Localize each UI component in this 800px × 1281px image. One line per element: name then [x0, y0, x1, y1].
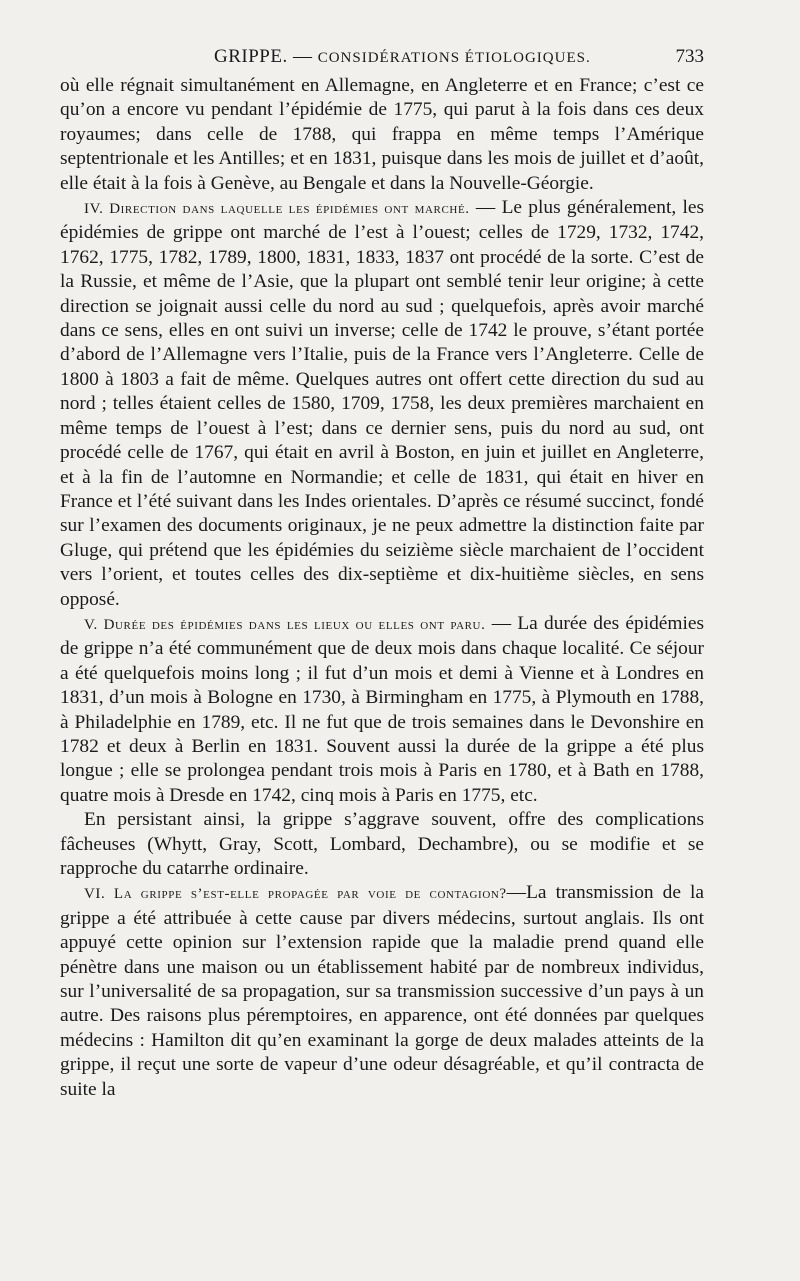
paragraph-text: En persistant ainsi, la grippe s’aggrave souvent, offre des complications fâcheuses (Whytt, Gray, Scott, Lombard, Dechambre), ou se modifie et se rapproche du catarrhe ordinaire.: [60, 809, 704, 879]
running-header: [60, 38, 704, 74]
section-heading: IV. Direction dans laquelle les épidémies ont marché.: [84, 201, 470, 218]
page-number: 733: [675, 46, 704, 67]
running-title-subject: CONSIDÉRATIONS ÉTIOLOGIQUES.: [317, 50, 591, 66]
paragraph-text: —La transmission de la grippe a été attribuée à cette cause par divers médecins, surtout anglais. Ils ont appuyé cette opinion sur l’extension rapide que la maladie prend quand elle pénètre dans une maison ou un établissement habité par de nombreux individus, sur l’universalité de sa propagation, sur sa transmission successive d’un pays à un autre. Des raisons plus péremptoires, en apparence, ont été données par quelques médecins : Hamilton dit qu’en examinant la gorge de deux malades atteints de la grippe, il reçut une sorte de vapeur d’une odeur désagréable, et qu’il contracta de suite la: [60, 882, 704, 1100]
paragraph-text: — La durée des épidémies de grippe n’a été communément que de deux mois dans chaque localité. Ce séjour a été quelquefois moins long ; il fut d’un mois et demi à Vienne et à Londres en 1831, d’un mois à Bologne en 1730, à Birmingham en 1775, à Plymouth en 1788, à Philadelphie en 1789, etc. Il ne fut que de trois semaines dans le Devonshire en 1782 et deux à Berlin en 1831. Souvent aussi la durée de la grippe a été plus longue ; elle se prolongea pendant trois mois à Paris en 1780, et à Bath en 1788, quatre mois à Dresde en 1742, cinq mois à Paris en 1775, etc.: [60, 612, 705, 806]
paragraph-text: — Le plus généralement, les épidémies de grippe ont marché de l’est à l’ouest; celles de 1729, 1732, 1742, 1762, 1775, 1782, 1789, 1800, 1831, 1833, 1837 ont procédé de la sorte. C’est de la Russie, et même de l’Asie, que la plupart ont semblé tenir leur origine; à cette direction se joignait aussi celle du nord au sud ; quelquefois, après avoir marché dans ce sens, elles en ont suivi un inverse; celle de 1742 le prouve, s’étant portée d’abord de l’Allemagne vers l’Italie, puis de la France vers l’Angleterre. Celle de 1800 à 1803 a fait de même. Quelques autres ont offert cette direction du sud au nord ; telles étaient celles de 1580, 1709, 1758, les deux premières marchaient en même temps de l’ouest à l’est; dans ce dernier sens, puis du nord au sud, ont procédé celle de 1767, qui était en avril à Boston, en juin et juillet en Angleterre, et à la fin de l’automne en Normandie; et celle de 1831, qui était en hiver en France et l’été suivant dans les Indes orientales. D’après ce résumé succinct, fondé sur l’examen des documents originaux, je ne peux admettre la distinction faite par Gluge, qui prétend que les épidémies du seizième siècle marchaient de l’occident vers l’orient, et toutes celles des dix-septième et dix-huitième siècles, en sens opposé.: [60, 197, 704, 610]
paragraph-section-v: [60, 612, 704, 808]
running-title: [214, 46, 591, 68]
paragraph-section-iv: [60, 196, 704, 612]
section-heading: V. Durée des épidémies dans les lieux ou elles ont paru.: [84, 616, 486, 633]
paragraph-section-vi: [60, 881, 704, 1102]
paragraph-persistence: [60, 808, 704, 881]
running-title-main: GRIPPE. —: [214, 46, 313, 67]
body-text: [60, 74, 704, 1102]
section-heading: VI. La grippe s’est-elle propagée par voie de contagion?: [84, 886, 507, 903]
paragraph-text: où elle régnait simultanément en Allemagne, en Angleterre et en France; c’est ce qu’on a encore vu pendant l’épidémie de 1775, qui parut à la fois dans ces deux royaumes; dans celle de 1788, qui frappa en même temps l’Amérique septentrionale et les Antilles; et en 1831, puisque dans les mois de juillet et d’août, elle était à la fois à Genève, au Bengale et dans la Nouvelle-Géorgie.: [60, 75, 704, 194]
paragraph-continuation: [60, 74, 704, 196]
